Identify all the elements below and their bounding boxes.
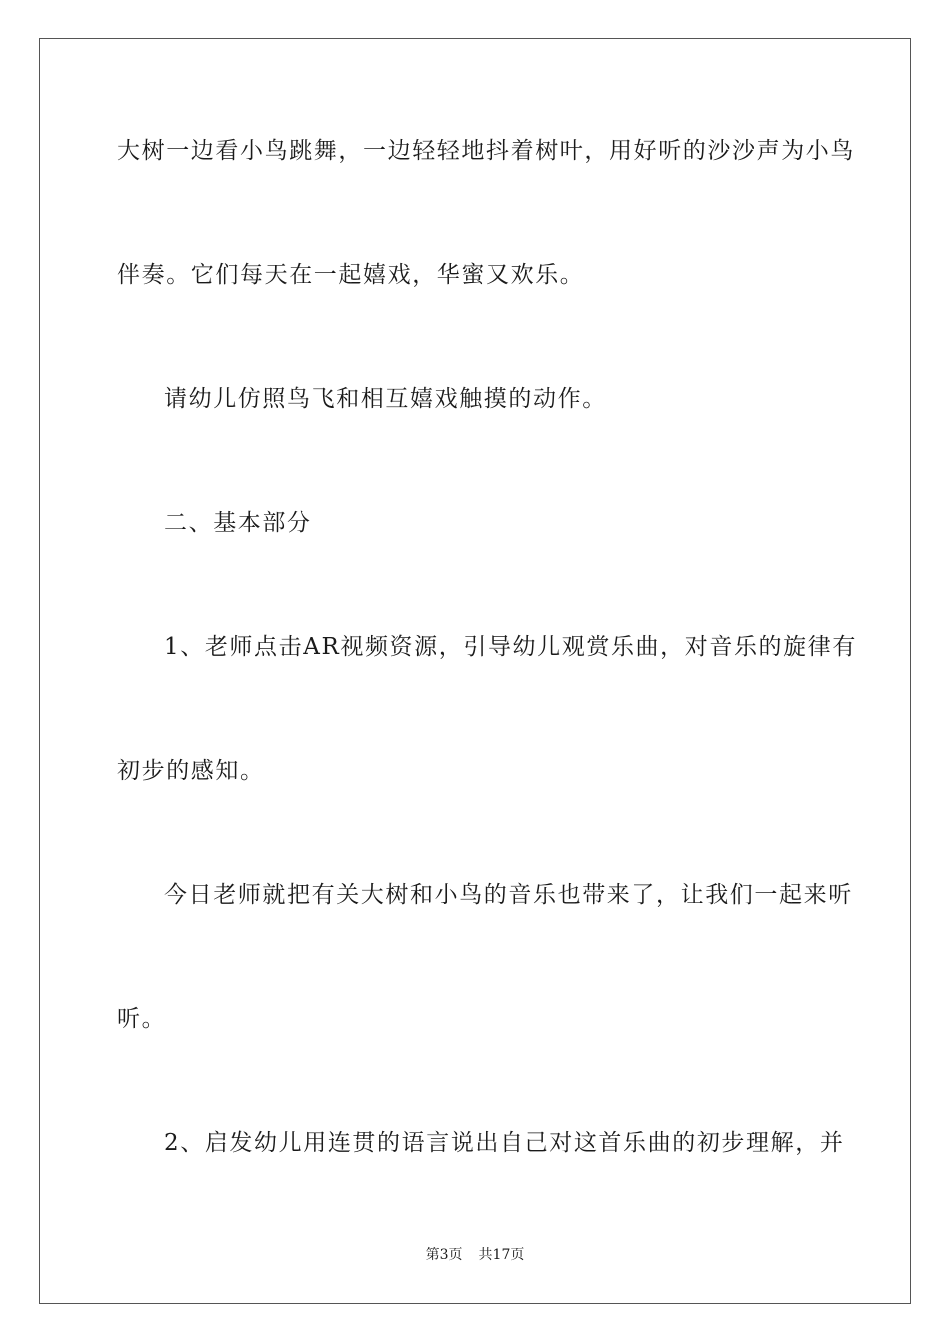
section-heading: 二、基本部分	[164, 510, 312, 536]
page-footer	[0, 1245, 950, 1265]
page-border	[39, 38, 911, 1304]
page-total: 共17页	[478, 1247, 525, 1263]
body-line-2: 伴奏。它们每天在一起嬉戏，华蜜又欢乐。	[117, 262, 585, 288]
body-line-3: 请幼儿仿照鸟飞和相互嬉戏触摸的动作。	[164, 386, 607, 412]
body-line-9: 2、启发幼儿用连贯的语言说出自己对这首乐曲的初步理解，并	[164, 1130, 845, 1156]
body-line-1: 大树一边看小鸟跳舞，一边轻轻地抖着树叶，用好听的沙沙声为小鸟	[117, 138, 855, 164]
body-line-7: 今日老师就把有关大树和小鸟的音乐也带来了，让我们一起来听	[164, 882, 853, 908]
body-line-5: 1、老师点击AR视频资源，引导幼儿观赏乐曲，对音乐的旋律有	[164, 634, 857, 660]
page-number: 第3页	[425, 1247, 463, 1263]
body-line-8: 听。	[117, 1006, 167, 1032]
body-line-6: 初步的感知。	[117, 758, 265, 784]
